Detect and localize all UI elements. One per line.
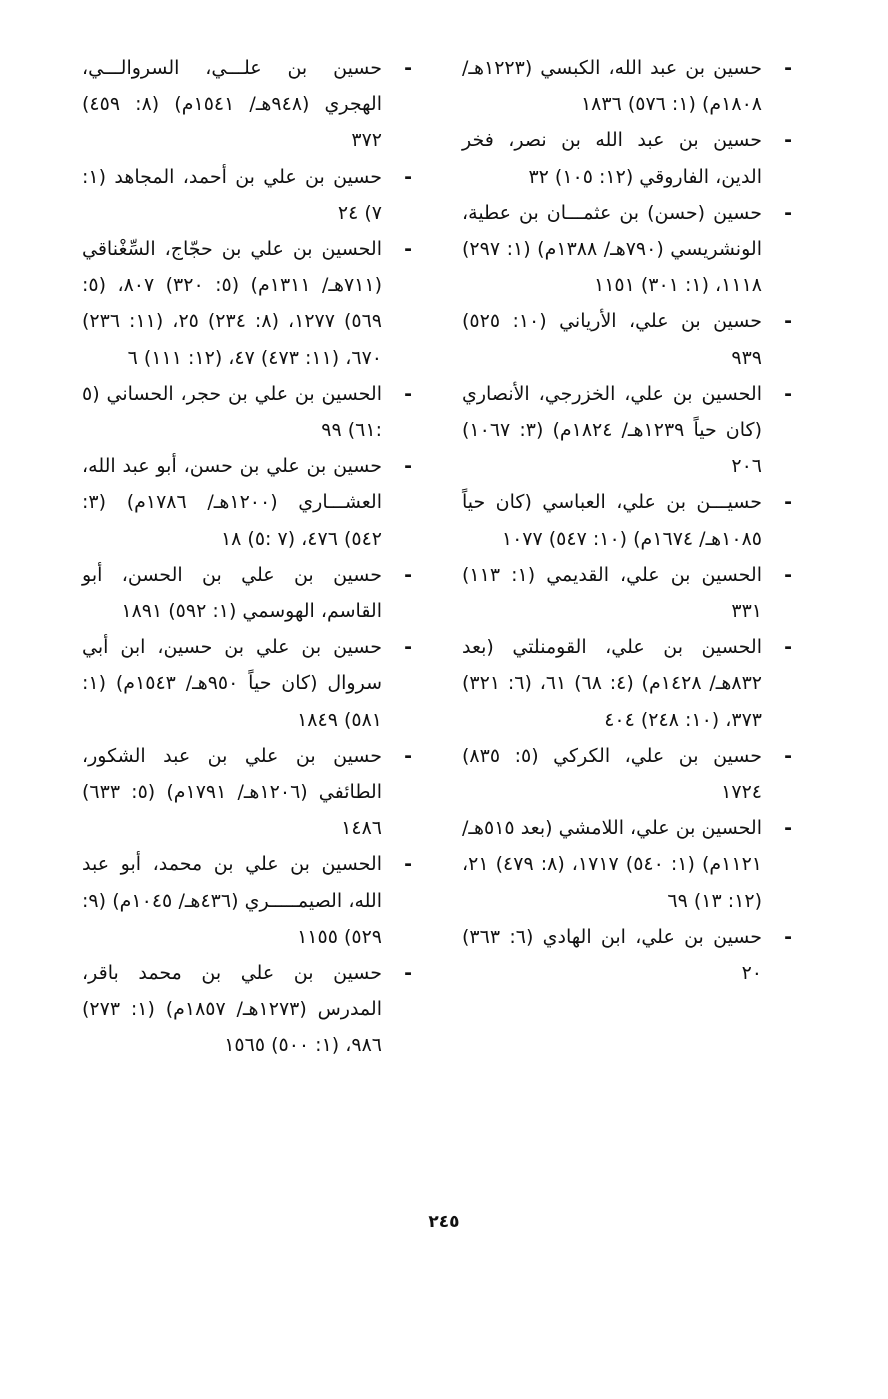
index-entry: - حسين بن علي بن أحمد، المجاهد (١: ٧) ٢٤ [82,159,412,231]
index-entry: - حسين بن علي، الأرياني (١٠: ٥٢٥) ٩٣٩ [462,303,792,375]
index-entry: - حسين بن علي بن عبد الشكور، الطائفي (١٢٠٦هـ/ ١٧٩١م) (٥: ٦٣٣) ١٤٨٦ [82,738,412,847]
page-number: ٢٤٥ [428,1212,460,1232]
index-entry: - حسين بن علي، ابن الهادي (٦: ٣٦٣) ٢٠ [462,919,792,991]
index-entry: - الحسين بن علي، الخزرجي، الأنصاري (كان حياً ١٢٣٩هـ/ ١٨٢٤م) (٣: ١٠٦٧) ٢٠٦ [462,376,792,485]
index-entry: - الحسين بن علي، اللامشي (بعد ٥١٥هـ/ ١١٢١م) (١: ٥٤٠) ١٧١٧، (٨: ٤٧٩) ٢١، (١٢: ١٣) ٦٩ [462,810,792,919]
index-entry: - الحسين بن علي بن حجر، الحساني (٥ :٦١) ٩٩ [82,376,412,448]
index-entry: - حسين بن علي بن الحسن، أبو القاسم، الهوسمي (١: ٥٩٢) ١٨٩١ [82,557,412,629]
index-column-right [462,50,792,991]
index-entry: - الحسين بن علي، القديمي (١: ١١٣) ٣٣١ [462,557,792,629]
index-entry: - حسين بن عبد الله، الكبسي (١٢٢٣هـ/ ١٨٠٨م) (١: ٥٧٦) ١٨٣٦ [462,50,792,122]
index-entry: - الحسين بن علي بن حجّاج، السِّغْناقي (٧١١هـ/ ١٣١١م) (٥: ٣٢٠) ٨٠٧، (٥: ٥٦٩) ١٢٧٧، (٨: ٢٣٤) ٢٥، (١١: ٢٣٦) ٦٧٠، (١١: ٤٧٣) ٤٧، (١٢: ١١١) ٦ [82,231,412,376]
index-entry: - حسين بن علي بن حسن، أبو عبد الله، العشـــاري (١٢٠٠هـ/ ١٧٨٦م) (٣: ٥٤٢) ٤٧٦، (٧ :٥) ١٨ [82,448,412,557]
index-entry: - الحسين بن علي بن محمد، أبو عبد الله، الصيمـــــري (٤٣٦هـ/ ١٠٤٥م) (٩: ٥٢٩) ١١٥٥ [82,846,412,955]
index-column-left [82,50,412,1064]
index-entry: - الحسين بن علي، القومنلتي (بعد ٨٣٢هـ/ ١٤٢٨م) (٤: ٦٨) ٦١، (٦: ٣٢١) ٣٧٣، (١٠: ٢٤٨) ٤٠٤ [462,629,792,738]
index-entry: - حسين بن علي بن حسين، ابن أبي سروال (كان حياً ٩٥٠هـ/ ١٥٤٣م) (١: ٥٨١) ١٨٤٩ [82,629,412,738]
index-entry: - حسيـــن بن علي، العباسي (كان حياً ١٠٨٥هـ/ ١٦٧٤م) (١٠: ٥٤٧) ١٠٧٧ [462,484,792,556]
index-entry: - حسين بن علـــي، السروالـــي، الهجري (٩٤٨هـ/ ١٥٤١م) (٨: ٤٥٩) ٣٧٢ [82,50,412,159]
index-entry: - حسين بن علي، الكركي (٥: ٨٣٥) ١٧٢٤ [462,738,792,810]
index-entry: - حسين (حسن) بن عثمـــان بن عطية، الونشريسي (٧٩٠هـ/ ١٣٨٨م) (١: ٢٩٧) ١١١٨، (١: ٣٠١) ١١٥١ [462,195,792,304]
index-entry: - حسين بن عبد الله بن نصر، فخر الدين، الفاروقي (١٢: ١٠٥) ٣٢ [462,122,792,194]
index-entry: - حسين بن علي بن محمد باقر، المدرس (١٢٧٣هـ/ ١٨٥٧م) (١: ٢٧٣) ٩٨٦، (١: ٥٠٠) ١٥٦٥ [82,955,412,1064]
